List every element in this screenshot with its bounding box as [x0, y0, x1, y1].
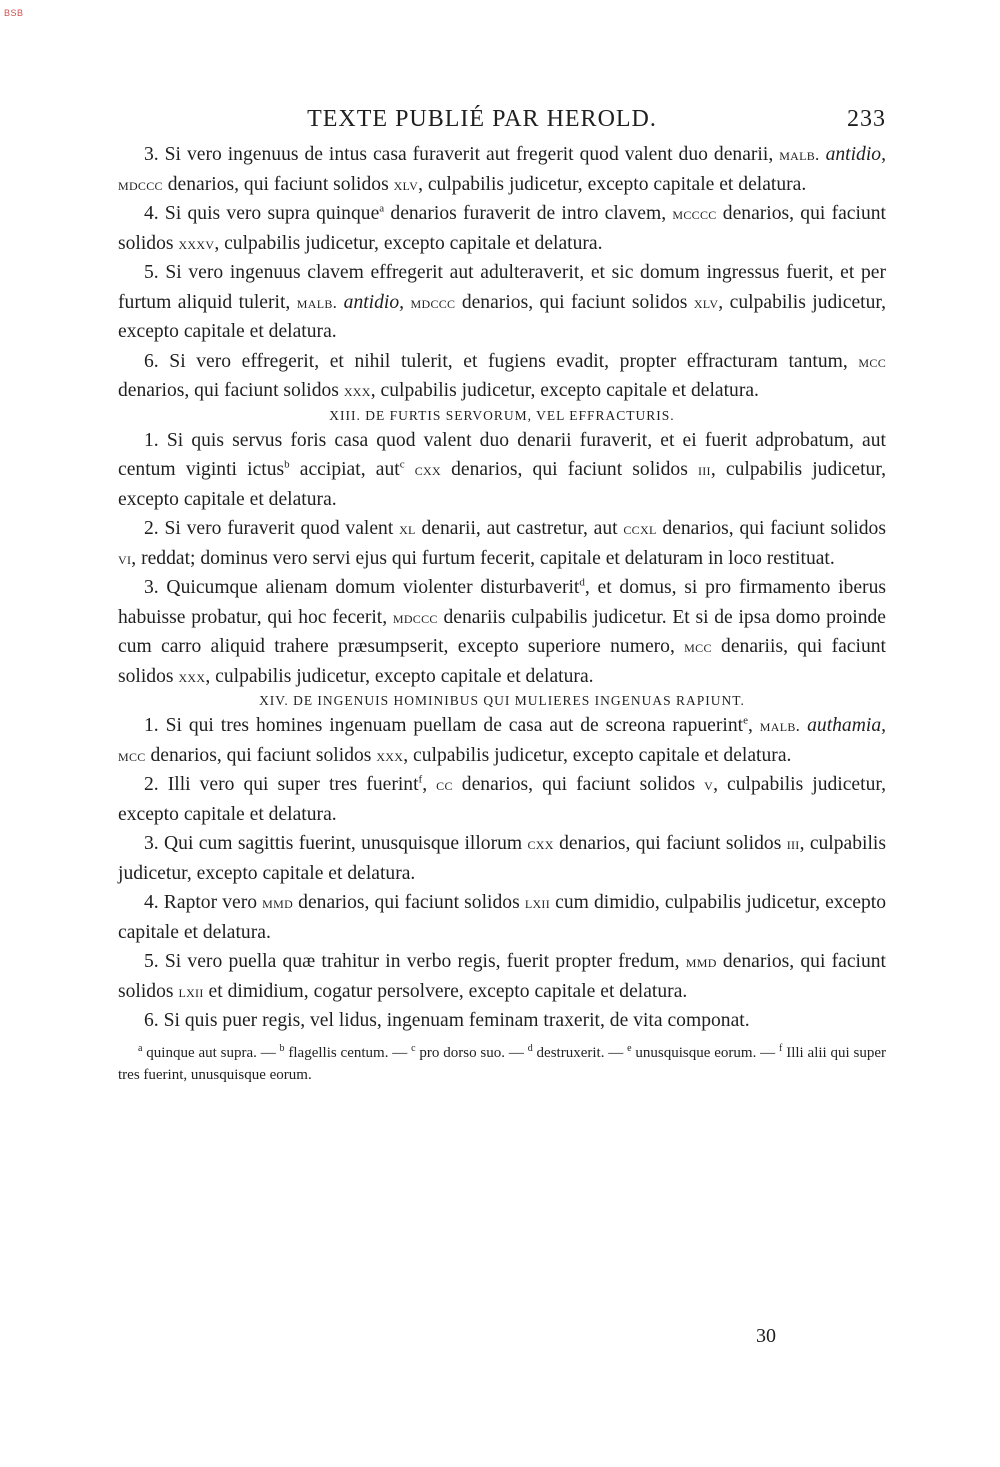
- section-title-xiii: XIII. DE FURTIS SERVORUM, VEL EFFRACTURIS.: [329, 407, 675, 423]
- section-xii-continuation: [118, 140, 886, 406]
- malberg-gloss: authamia,: [807, 715, 887, 736]
- section-xii-paragraph: 4. Si quis vero supra quinque$^a$ denarios furaverit de intro clavem, mcccc denarios, qui faciunt solidos xxxv, culpabilis judicetur, excepto capitale et delatura.: [118, 202, 886, 254]
- roman-numeral: cxx: [527, 834, 554, 853]
- footnote-mark: e: [627, 1042, 632, 1054]
- footnote: [627, 1042, 757, 1061]
- footnote-text: flagellis centum.: [284, 1044, 389, 1061]
- section-xiv-body: [118, 711, 886, 1036]
- roman-numeral: mdccc: [118, 174, 163, 194]
- roman-numeral: v: [704, 775, 714, 794]
- footnote-text: quinque aut supra.: [142, 1044, 257, 1061]
- malberg-gloss: antidio,: [343, 291, 405, 313]
- roman-numeral: cc: [436, 775, 453, 794]
- footnote-mark: a: [138, 1042, 143, 1054]
- section-xiv-paragraph: 4. Raptor vero mmd denarios, qui faciunt solidos lxii cum dimidio, culpabilis judicetur, excepto capitale et delatura.: [118, 892, 887, 943]
- section-xiv-paragraph: 6. Si quis puer regis, vel lidus, ingenuam feminam traxerit, de vita componat.: [144, 1010, 750, 1031]
- page: [118, 100, 886, 1086]
- running-head-title: TEXTE PUBLIÉ PAR HEROLD.: [307, 106, 657, 132]
- roman-numeral: malb.: [779, 145, 820, 164]
- running-head: [118, 100, 886, 140]
- roman-numeral: xxx: [343, 381, 371, 400]
- footnote-text: destruxerit.: [532, 1044, 605, 1061]
- roman-numeral: vi: [118, 548, 132, 568]
- section-xiv-paragraph: 5. Si vero puella quæ trahitur in verbo regis, fuerit propter fredum, mmd denarios, qui faciunt solidos lxii et dimidium, cogatur persolvere, excepto capitale et delatura.: [118, 951, 886, 1002]
- footnote: [138, 1042, 257, 1061]
- section-xiv-paragraph: 2. Illi vero qui super tres fuerint$^f$, cc denarios, qui faciunt solidos v, culpabilis judicetur, excepto capitale et delatura.: [118, 773, 887, 825]
- section-xiii-paragraph: 3. Quicumque alienam domum violenter disturbaverit$^d$, et domus, si pro firmamento iberus habuisse probatur, qui hoc fecerit, mdccc denariis culpabilis judicetur. Et si de ipsa domo proinde cum carro aliquid trahere præsumpserit, excepto superiore numero, mcc denariis, qui faciunt solidos xxx, culpabilis judicetur, excepto capitale et delatura.: [118, 576, 886, 687]
- roman-numeral: mcc: [858, 351, 886, 371]
- roman-numeral: malb.: [759, 716, 801, 735]
- section-xii-paragraph: 6. Si vero effregerit, et nihil tulerit, et fugiens evadit, propter effracturam tantum, mcc denarios, qui faciunt solidos xxx, culpabilis judicetur, excepto capitale et delatura.: [118, 350, 886, 401]
- section-title-xiv: XIV. DE INGENUIS HOMINIBUS QUI MULIERES INGENUAS RAPIUNT.: [259, 693, 745, 708]
- footnote-reference: c: [399, 458, 405, 471]
- footnote-mark: b: [279, 1042, 285, 1054]
- footnote-mark: f: [779, 1042, 783, 1054]
- roman-numeral: xxxv: [178, 233, 215, 253]
- roman-numeral: mcc: [118, 745, 146, 765]
- section-xiii-paragraph: 2. Si vero furaverit quod valent xl denarii, aut castretur, aut ccxl denarios, qui faciunt solidos vi, reddat; dominus vero servi ejus qui furtum fecerit, capitale et delaturam in loco restituat.: [118, 518, 886, 569]
- library-mark: BSB: [4, 8, 24, 18]
- roman-numeral: iii: [786, 834, 800, 853]
- section-xiii-body: [118, 426, 886, 692]
- section-xii-paragraph: 5. Si vero ingenuus clavem effregerit aut adulteraverit, et sic domum ingressus fuerit, et per furtum aliquid tulerit, malb. antidio, mdccc denarios, qui faciunt solidos xlv, culpabilis judicetur, excepto capitale et delatura.: [118, 262, 887, 342]
- section-xiii-paragraph: 1. Si quis servus foris casa quod valent duo denarii furaverit, et ei fuerit adprobatum, aut centum viginti ictus$^b$ accipiat, aut$^c$ cxx denarios, qui faciunt solidos iii, culpabilis judicetur, excepto capitale et delatura.: [118, 429, 886, 510]
- section-xii-paragraph: 3. Si vero ingenuus de intus casa furaverit aut fregerit quod valent duo denarii, malb. antidio, mdccc denarios, qui faciunt solidos xlv, culpabilis judicetur, excepto capitale et delatura.: [118, 144, 886, 195]
- roman-numeral: ccxl: [623, 519, 657, 538]
- footnote-reference: f: [418, 773, 423, 786]
- footnote-mark: c: [411, 1042, 416, 1054]
- malberg-gloss: antidio,: [825, 144, 886, 165]
- roman-numeral: lxii: [524, 893, 551, 912]
- footnote: [411, 1042, 506, 1061]
- roman-numeral: xlv: [693, 292, 719, 312]
- footnote-text: unusquisque eorum.: [631, 1044, 757, 1061]
- footnote-reference: a: [379, 202, 385, 215]
- section-xiv-paragraph: 1. Si qui tres homines ingenuam puellam de casa aut de screona rapuerint$^e$, malb. authamia, mcc denarios, qui faciunt solidos xxx, culpabilis judicetur, excepto capitale et delatura.: [118, 714, 887, 766]
- roman-numeral: mcc: [684, 637, 712, 656]
- footnote: [279, 1042, 389, 1061]
- roman-numeral: cxx: [414, 460, 441, 479]
- roman-numeral: lxii: [178, 981, 204, 1001]
- roman-numeral: xl: [399, 519, 416, 538]
- footnote: [527, 1042, 605, 1061]
- footnote-mark: d: [527, 1042, 533, 1054]
- roman-numeral: mmd: [262, 893, 294, 912]
- page-number: 233: [847, 106, 886, 132]
- footnote-text: Illi alii qui super tres fuerint, unusquisque eorum.: [118, 1044, 887, 1083]
- roman-numeral: mdccc: [392, 607, 438, 627]
- roman-numeral: mdccc: [410, 292, 456, 312]
- section-xiv-paragraph: 3. Qui cum sagittis fuerint, unusquisque illorum cxx denarios, qui faciunt solidos iii, culpabilis judicetur, excepto capitale et delatura.: [118, 833, 886, 884]
- roman-numeral: mmd: [685, 952, 717, 971]
- roman-numeral: xlv: [393, 174, 419, 194]
- footnote-text: pro dorso suo.: [415, 1044, 506, 1061]
- roman-numeral: mcccc: [672, 204, 717, 223]
- roman-numeral: xxx: [178, 666, 206, 686]
- footnotes: $^a$ quinque aut supra. — $^b$ flagellis centum. — $^c$ pro dorso suo. — $^d$ destruxerit. — $^e$ unusquisque eorum. — $^f$ Illi alii qui super tres fuerint, unusquisque eorum.: [118, 1042, 887, 1083]
- footnote-reference: d: [579, 576, 585, 589]
- footnote-reference: e: [743, 714, 748, 727]
- roman-numeral: malb.: [296, 292, 338, 312]
- footnote-reference: b: [284, 458, 290, 471]
- roman-numeral: iii: [697, 460, 711, 479]
- signature-mark: 30: [756, 1325, 776, 1347]
- roman-numeral: xxx: [376, 745, 404, 765]
